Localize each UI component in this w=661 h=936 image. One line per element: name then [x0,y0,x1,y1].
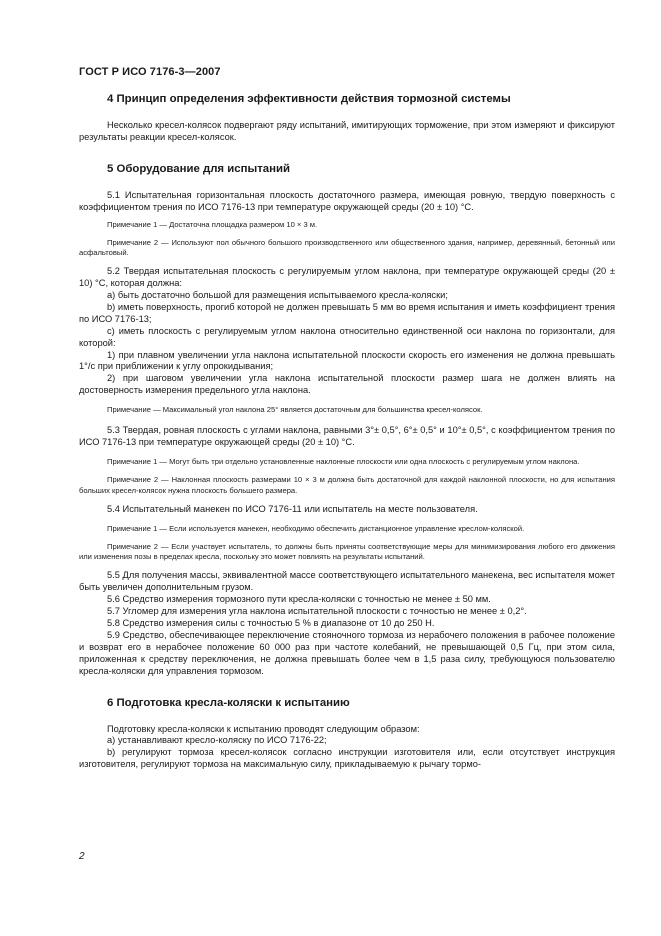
page-number: 2 [79,851,85,862]
clause-5-6: 5.6 Средство измерения тормозного пути кресла-коляски с точностью не менее ± 50 мм. [107,594,491,605]
clause-5-7: 5.7 Угломер для измерения угла наклона испытательной плоскости с точностью не менее ± 0,2°. [107,606,527,617]
clause-5-2-a: а) быть достаточно большой для размещения испытываемого кресла-коляски; [107,290,448,301]
section-6-item-a: а) устанавливают кресло-коляску по ИСО 7176-22; [107,735,327,746]
section-6-intro: Подготовку кресла-коляски к испытанию проводят следующим образом: [107,723,420,734]
clause-5-1: 5.1 Испытательная горизонтальная плоскость достаточного размера, имеющая ровную, твердую поверхность с коэффициентом трения по ИСО 7176-13 при температуре окружающей среды (20 ± 10) °С. [79,189,615,212]
clause-5-2-c: с) иметь плоскость с регулируемым углом наклона относительно единственной оси наклона по горизонтали, для которой: [79,325,615,348]
section-6-title: 6 Подготовка кресла-коляски к испытанию [107,696,350,709]
clause-5-2-c-2: 2) при шаговом увеличении угла наклона испытательной плоскости размер шага не должен влиять на достоверность измерения предельного угла наклона. [79,373,615,396]
note-5-2: Примечание — Максимальный угол наклона 25° является достаточным для большинства кресел-колясок. [107,405,483,415]
section-5-title: 5 Оборудование для испытаний [107,162,290,175]
clause-5-2-b: b) иметь поверхность, прогиб которой не должен превышать 5 мм во время испытания и иметь коэффициент трения по ИСО 7176-13; [79,301,615,324]
clause-5-5: 5.5 Для получения массы, эквивалентной массе соответствующего испытательного манекена, вес испытателя может быть увеличен дополнительным грузом. [79,570,615,593]
note-5-1-2: Примечание 2 — Используют пол обычного большого производственного или общественного здания, например, деревянный, бетонный или асфальтовый. [79,237,615,258]
note-5-3-2: Примечание 2 — Наклонная плоскость размерами 10 × 3 м должна быть достаточной для каждой наклонной плоскости, но для испытания больших кресел-колясок нужна плоскость большего размера. [79,475,615,495]
section-6-item-b: b) регулируют тормоза кресел-колясок согласно инструкции изготовителя или, если отсутствует инструкция изготовителя, регулируют тормоза на максимальную силу, прикладываемую к рычагу тормо- [79,747,615,770]
clause-5-2-c-1: 1) при плавном увеличении угла наклона испытательной плоскости скорость его изменения не должна превышать 1°/с при приближении к углу опрокидывания; [79,349,615,372]
clause-5-3: 5.3 Твердая, ровная плоскость с углами наклона, равными 3°± 0,5°, 6°± 0,5° и 10°± 0,5°, с коэффициентом трения по ИСО 7176-13 при температуре окружающей среды (20 ± 10) °С. [79,425,615,448]
clause-5-8: 5.8 Средство измерения силы с точностью 5 % в диапазоне от 10 до 250 Н. [107,617,435,628]
clause-5-2: 5.2 Твердая испытательная плоскость с регулируемым углом наклона, при температуре окружающей среды (20 ± 10) °С, которая должна: [79,266,615,289]
standard-header: ГОСТ Р ИСО 7176-3—2007 [79,66,221,78]
section-4-text: Несколько кресел-колясок подвергают ряду испытаний, имитирующих торможение, при этом измеряют и фиксируют результаты реакции кресел-колясок. [79,120,615,142]
note-5-3-1: Примечание 1 — Могут быть три отдельно установленные наклонные плоскости или одна плоскость с регулируемым углом наклона. [107,457,580,467]
clause-5-4: 5.4 Испытательный манекен по ИСО 7176-11 или испытатель на месте пользователя. [107,503,478,514]
note-5-4-2: Примечание 2 — Если участвует испытатель, то должны быть приняты соответствующие меры для минимизирования любого его движения или изменения позы в пределах кресла, поскольку это может повлиять на результаты испытаний. [79,541,615,562]
page-content [79,92,615,771]
note-5-4-1: Примечание 1 — Если используется манекен, необходимо обеспечить дистанционное управление креслом-коляской. [107,523,525,533]
clause-5-9: 5.9 Средство, обеспечивающее переключение стояночного тормоза из нерабочего положения в рабочее положение и возврат его в нерабочее положение 60 000 раз при частоте колебаний, не превышающей 0,5 Гц, при этом сила, приложенная к средству переключения, не должна превышать более чем в 1,5 раза силу, требующуюся пользователю кресла-коляски для управления тормозом. [79,629,615,676]
section-4-title: 4 Принцип определения эффективности действия тормозной системы [107,93,511,105]
note-5-1-1: Примечание 1 — Достаточна площадка размером 10 × 3 м. [107,219,318,229]
